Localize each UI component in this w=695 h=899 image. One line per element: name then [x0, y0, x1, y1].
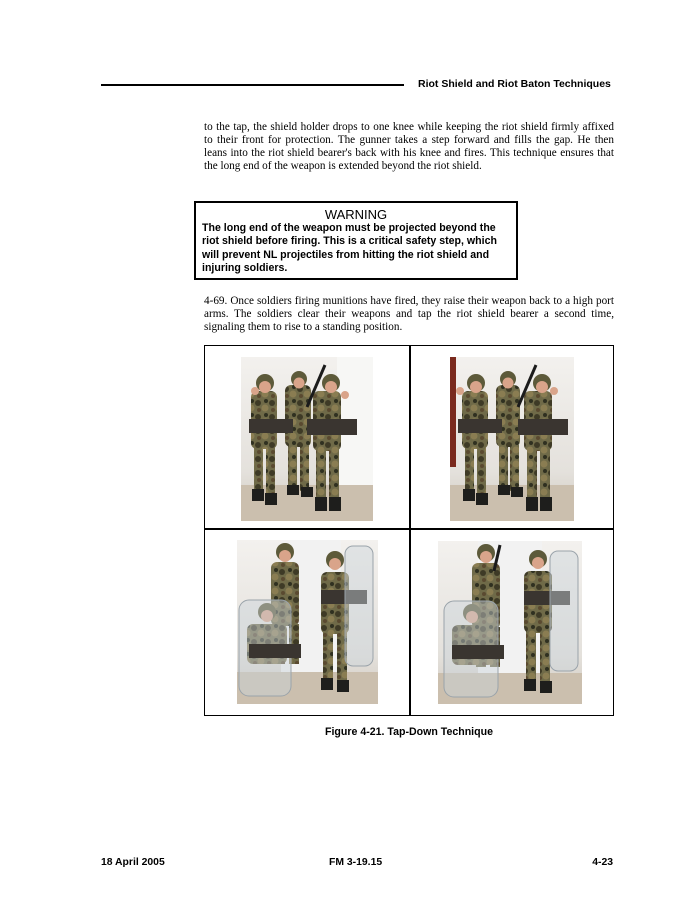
warning-title: WARNING — [324, 207, 388, 222]
body-paragraph-4-69: 4-69. Once soldiers firing munitions have fired, they raise their weapon back to a high port arms. The soldiers clear their weapons and tap the riot shield bearer a second time, signaling them to rise to a standing position. — [204, 295, 614, 334]
photo-soldiers-standing-1 — [241, 357, 373, 521]
photo-soldiers-standing-2 — [450, 357, 574, 521]
header-rule — [101, 84, 404, 86]
grid-divider-horizontal — [205, 528, 613, 530]
footer-date: 18 April 2005 — [101, 857, 165, 868]
figure-caption: Figure 4-21. Tap-Down Technique — [325, 726, 493, 738]
warning-box — [194, 201, 518, 280]
footer-document-id: FM 3-19.15 — [329, 857, 383, 868]
figure-4-21-photo-grid — [204, 345, 614, 716]
warning-text: The long end of the weapon must be projected beyond the riot shield before firing. This is a critical safety step, which will prevent NL projectiles from hitting the riot shield and injuring soldiers. — [202, 222, 497, 275]
running-header-title: Riot Shield and Riot Baton Techniques — [418, 78, 611, 90]
body-paragraph-continued: to the tap, the shield holder drops to one knee while keeping the riot shield firmly affixed to their front for protection. The gunner takes a step forward and fills the gap. He then leans into the riot shield bearer's back with his knee and fires. This technique ensures that the long end of the weapon is extended beyond the riot shield. — [204, 121, 614, 173]
footer-page-number: 4-23 — [592, 857, 613, 868]
grid-divider-vertical — [409, 346, 411, 715]
photo-shield-bearer-kneeling-1 — [237, 540, 378, 704]
photo-shield-bearer-kneeling-2 — [438, 541, 582, 704]
